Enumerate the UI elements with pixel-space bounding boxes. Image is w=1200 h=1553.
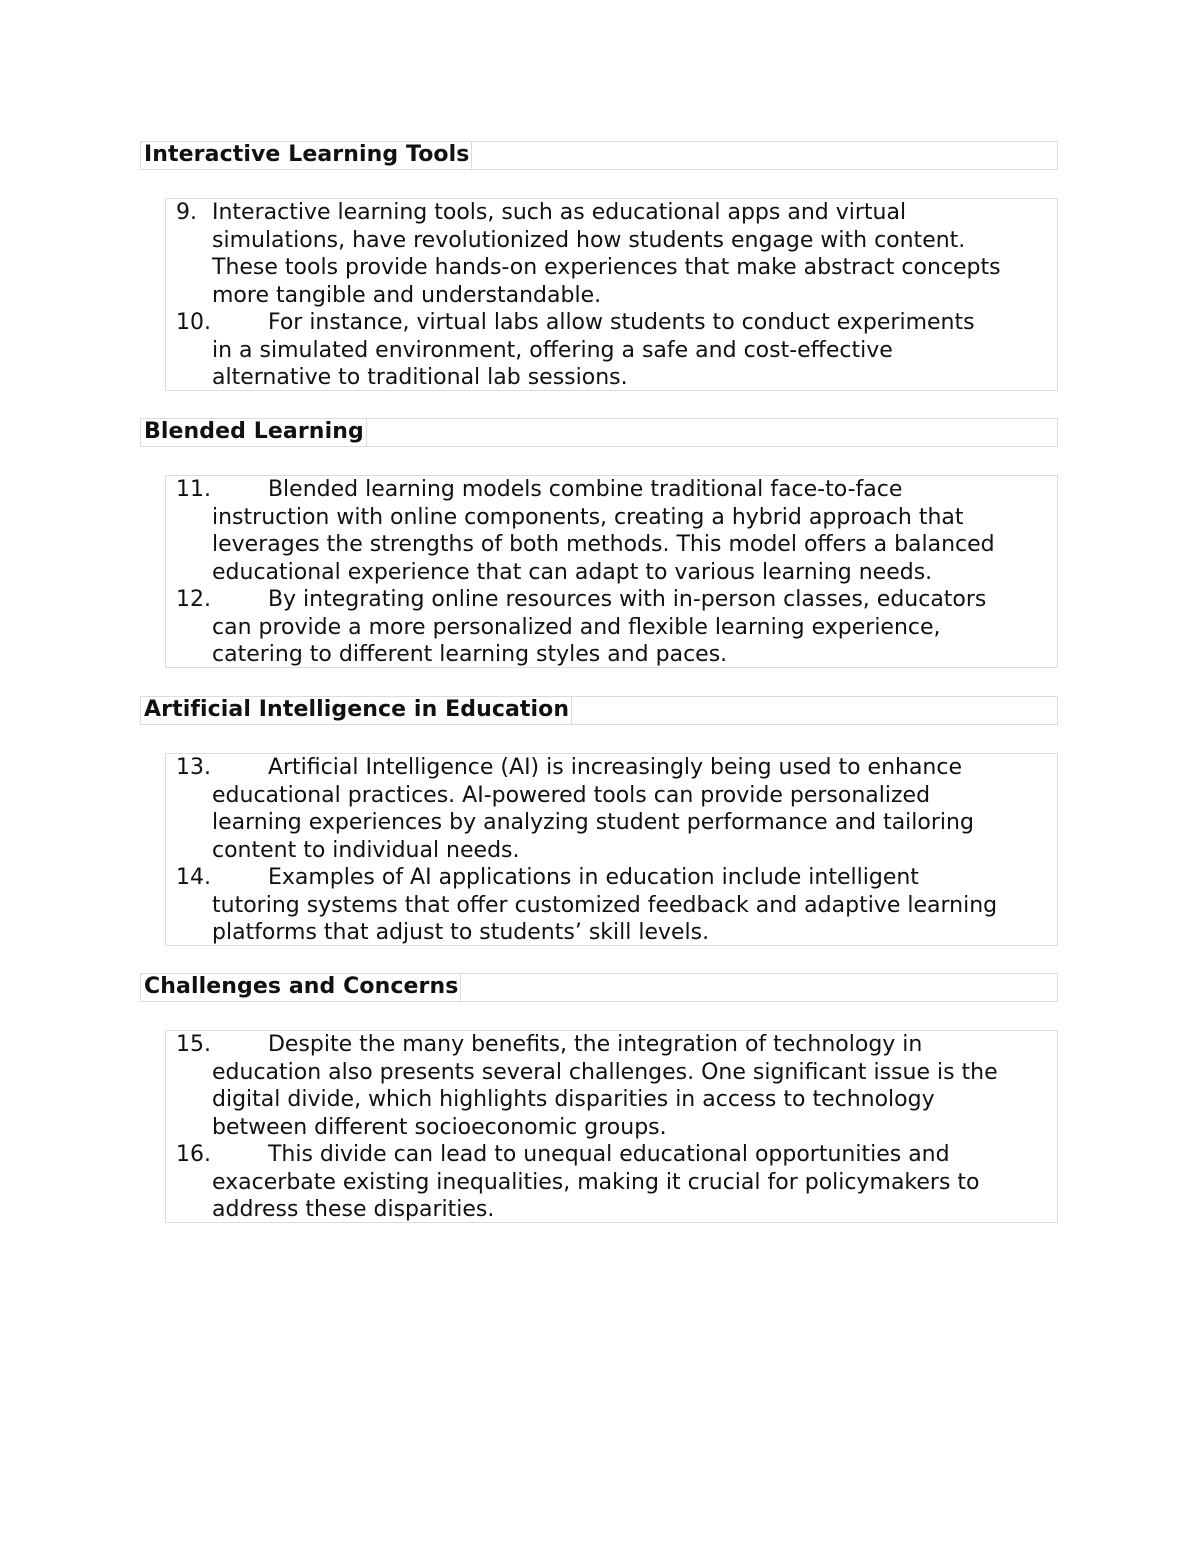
list-item: [166, 1141, 1057, 1224]
item-line: leverages the strengths of both methods. This model offers a balanced: [212, 532, 995, 557]
list-item: [166, 754, 1057, 864]
item-paragraph: [212, 1141, 1055, 1224]
item-line: more tangible and understandable.: [212, 282, 602, 308]
item-line: simulations, have revolutionized how students engage with content.: [212, 227, 966, 253]
item-line: in a simulated environment, offering a safe and cost-effective: [212, 337, 893, 363]
item-line: tutoring systems that offer customized feedback and adaptive learning: [212, 892, 998, 918]
item-line: educational experience that can adapt to various learning needs.: [212, 559, 933, 585]
numbered-list: [165, 753, 1058, 946]
item-line: exacerbate existing inequalities, making it crucial for policymakers to: [212, 1169, 980, 1195]
section-heading-box: [140, 973, 1058, 1002]
numbered-list: [165, 1030, 1058, 1223]
numbered-list: [165, 475, 1058, 668]
numbered-list: [165, 198, 1058, 391]
section-heading-box: [140, 418, 1058, 447]
item-line: This divide can lead to unequal educational opportunities and: [212, 1142, 950, 1167]
section-heading: Blended Learning: [142, 418, 367, 447]
section-heading-box: [140, 696, 1058, 725]
item-line: Blended learning models combine traditional face-to-face: [212, 477, 903, 502]
item-paragraph: [212, 476, 1055, 586]
item-line: Interactive learning tools, such as educational apps and virtual: [212, 200, 907, 225]
item-number: 10.: [176, 310, 211, 335]
item-line: Examples of AI applications in education include intelligent: [212, 865, 919, 890]
list-item: [166, 586, 1057, 669]
section-heading: Artificial Intelligence in Education: [142, 696, 572, 725]
item-number: 11.: [176, 477, 211, 502]
item-line: catering to different learning styles and paces.: [212, 642, 728, 667]
item-number: 16.: [176, 1142, 211, 1167]
item-line: These tools provide hands-on experiences that make abstract concepts: [212, 255, 1001, 280]
item-line: By integrating online resources with in-person classes, educators: [212, 587, 987, 612]
item-number: 13.: [176, 755, 211, 780]
item-number: 12.: [176, 587, 211, 612]
item-line: can provide a more personalized and flexible learning experience,: [212, 614, 941, 640]
item-number: 14.: [176, 865, 211, 890]
item-paragraph: [212, 309, 1055, 392]
section-heading: Challenges and Concerns: [142, 973, 461, 1002]
item-line: address these disparities.: [212, 1197, 495, 1222]
list-item: [166, 476, 1057, 586]
item-line: Artificial Intelligence (AI) is increasingly being used to enhance: [212, 755, 963, 780]
item-line: alternative to traditional lab sessions.: [212, 365, 628, 390]
item-line: learning experiences by analyzing student performance and tailoring: [212, 810, 974, 835]
item-line: digital divide, which highlights disparities in access to technology: [212, 1087, 935, 1112]
item-number: 9.: [176, 200, 197, 225]
item-line: platforms that adjust to students’ skill levels.: [212, 920, 710, 945]
section-heading: Interactive Learning Tools: [142, 141, 472, 170]
list-item: [166, 1031, 1057, 1141]
item-paragraph: [212, 586, 1055, 669]
item-paragraph: [212, 199, 1055, 309]
item-line: instruction with online components, creating a hybrid approach that: [212, 504, 964, 530]
item-paragraph: [212, 1031, 1055, 1141]
item-line: For instance, virtual labs allow students to conduct experiments: [212, 310, 975, 335]
item-paragraph: [212, 864, 1055, 947]
item-line: content to individual needs.: [212, 837, 520, 863]
item-line: education also presents several challenges. One significant issue is the: [212, 1059, 998, 1085]
list-item: [166, 199, 1057, 309]
item-line: Despite the many benefits, the integration of technology in: [212, 1032, 923, 1057]
section-heading-box: [140, 141, 1058, 170]
item-line: between different socioeconomic groups.: [212, 1114, 667, 1140]
item-line: educational practices. AI-powered tools can provide personalized: [212, 782, 931, 808]
list-item: [166, 309, 1057, 392]
list-item: [166, 864, 1057, 947]
item-number: 15.: [176, 1032, 211, 1057]
item-paragraph: [212, 754, 1055, 864]
